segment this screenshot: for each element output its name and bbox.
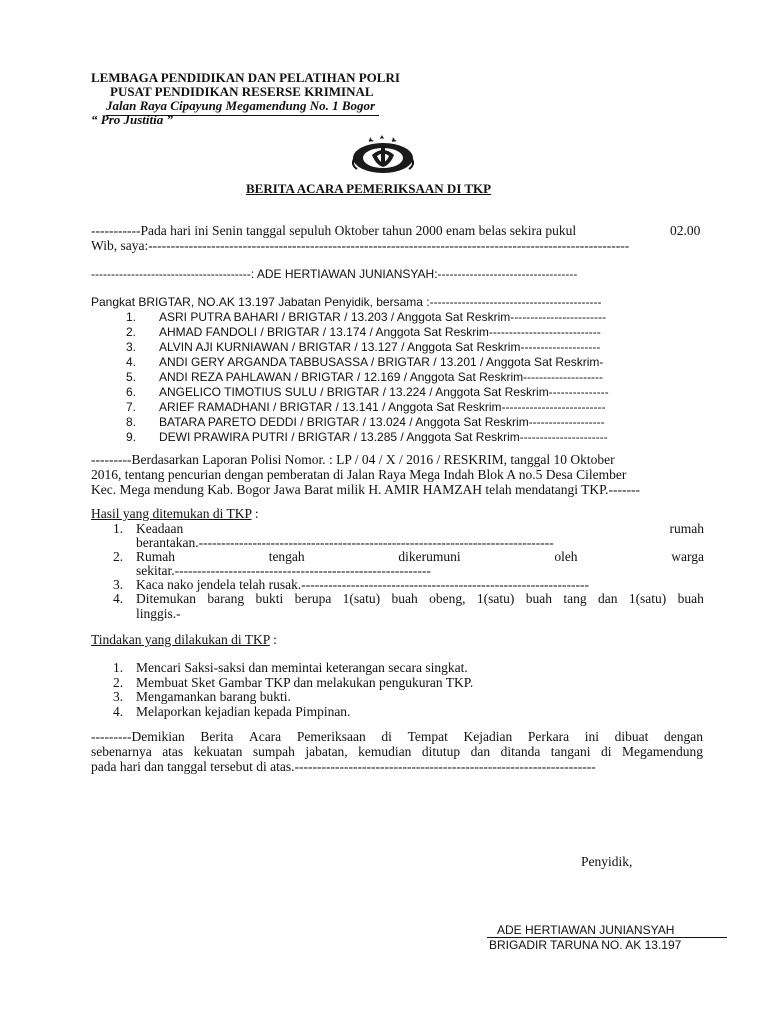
action-item: Membuat Sket Gambar TKP dan melakukan pengukuran TKP. xyxy=(136,675,474,690)
closing-word: kekuatan xyxy=(193,744,243,759)
closing-word: Acara xyxy=(248,729,282,744)
opening-line-1: -----------Pada hari ini Senin tanggal sepuluh Oktober tahun 2000 enam belas sekira pukul xyxy=(91,223,577,238)
report-line-3: Kec. Mega mendung Kab. Bogor Jawa Barat milik H. AMIR HAMZAH telah mendatangi TKP.------- xyxy=(91,482,641,497)
institution-name: LEMBAGA PENDIDIKAN DAN PELATIHAN POLRI xyxy=(91,70,400,85)
finding-word: 1(satu) xyxy=(342,591,381,606)
closing-word: ditutup xyxy=(421,744,461,759)
member-number: 7. xyxy=(126,400,137,414)
rank-line: Pangkat BRIGTAR, NO.AK 13.197 Jabatan Penyidik, bersama :------------------------------------------- xyxy=(91,295,602,309)
member-number: 3. xyxy=(126,340,137,354)
closing-word: dengan xyxy=(663,729,703,744)
closing-word: Berita xyxy=(200,729,234,744)
finding-word: barang xyxy=(207,591,245,606)
finding-word: buah xyxy=(391,591,418,606)
member-entry: ANDI REZA PAHLAWAN / BRIGTAR / 12.169 / Anggota Sat Reskrim-------------------- xyxy=(159,370,604,384)
finding-word: Ditemukan xyxy=(136,591,196,606)
finding-word: buah xyxy=(677,591,704,606)
member-entry: ARIEF RAMADHANI / BRIGTAR / 13.141 / Anggota Sat Reskrim-------------------------- xyxy=(159,400,606,414)
finding-word: berupa xyxy=(294,591,332,606)
action-number: 3. xyxy=(113,689,124,704)
closing-word: tangani xyxy=(550,744,591,759)
motto: “ Pro Justitia ” xyxy=(91,112,173,127)
member-number: 5. xyxy=(126,370,137,384)
finding-number: 2. xyxy=(113,549,124,564)
address-line: Jalan Raya Cipayung Megamendung No. 1 Bogor xyxy=(106,98,379,116)
closing-word: Perkara xyxy=(527,729,570,744)
closing-line-3: pada hari dan tanggal tersebut di atas.------------------------------------------------------------------- xyxy=(91,759,596,774)
action-number: 4. xyxy=(113,704,124,719)
signer-name: ADE HERTIAWAN JUNIANSYAH xyxy=(497,923,675,937)
finding-word: Rumah xyxy=(136,549,175,564)
closing-word: Pemeriksaan xyxy=(296,729,366,744)
signer-role: Penyidik, xyxy=(581,854,633,869)
actions-heading-colon: : xyxy=(273,632,277,647)
member-number: 6. xyxy=(126,385,137,399)
member-entry: ALVIN AJI KURNIAWAN / BRIGTAR / 13.127 / Anggota Sat Reskrim-------------------- xyxy=(159,340,601,354)
closing-line-2 xyxy=(91,744,703,760)
member-number: 9. xyxy=(126,430,137,444)
finding-word: Keadaan xyxy=(136,521,184,536)
report-line-1: ---------Berdasarkan Laporan Polisi Nomor. : LP / 04 / X / 2016 / RESKRIM, tanggal 10 Oktober xyxy=(91,452,615,467)
member-entry: DEWI PRAWIRA PUTRI / BRIGTAR / 13.285 / Anggota Sat Reskrim---------------------- xyxy=(159,430,608,444)
action-item: Mengamankan barang bukti. xyxy=(136,689,291,704)
finding-word: 1(satu) xyxy=(628,591,667,606)
finding-4-cont: linggis.- xyxy=(136,606,181,621)
document-title: BERITA ACARA PEMERIKSAAN DI TKP xyxy=(246,181,492,196)
member-entry: AHMAD FANDOLI / BRIGTAR / 13.174 / Anggota Sat Reskrim---------------------------- xyxy=(159,325,601,339)
member-entry: ANGELICO TIMOTIUS SULU / BRIGTAR / 13.224 / Anggota Sat Reskrim--------------- xyxy=(159,385,609,399)
finding-word: warga xyxy=(671,549,704,564)
closing-line-1 xyxy=(91,729,703,745)
action-item: Mencari Saksi-saksi dan memintai keterangan secara singkat. xyxy=(136,660,468,675)
member-number: 2. xyxy=(126,325,137,339)
finding-word: 1(satu) xyxy=(476,591,515,606)
closing-word: ini xyxy=(584,729,599,744)
closing-word: di xyxy=(381,729,392,744)
finding-2-cont: sekitar.--------------------------------------------------------- xyxy=(136,563,431,578)
findings-heading-colon: : xyxy=(254,506,259,521)
finding-4-line xyxy=(136,591,704,607)
closing-word: kemudian xyxy=(358,744,412,759)
closing-word: dan xyxy=(470,744,491,759)
closing-word: sumpah xyxy=(252,744,295,759)
action-number: 1. xyxy=(113,660,124,675)
closing-word: Kejadian xyxy=(463,729,513,744)
finding-number: 4. xyxy=(113,591,124,606)
opening-time: 02.00 xyxy=(670,223,701,238)
closing-word: atas xyxy=(162,744,184,759)
closing-word: di xyxy=(601,744,612,759)
opening-line-2: Wib, saya:----------------------------------------------------------------------------------------------------------- xyxy=(91,238,630,253)
finding-word: oleh xyxy=(554,549,578,564)
closing-word: jabatan, xyxy=(305,744,348,759)
center-name: PUSAT PENDIDIKAN RESERSE KRIMINAL xyxy=(110,84,374,99)
closing-word: Tempat xyxy=(407,729,448,744)
closing-word: Megamendung xyxy=(622,744,703,759)
member-entry: ASRI PUTRA BAHARI / BRIGTAR / 13.203 / Anggota Sat Reskrim------------------------ xyxy=(159,310,607,324)
finding-3-line: Kaca nako jendela telah rusak.---------------------------------------------------------------- xyxy=(136,577,590,592)
finding-word: tengah xyxy=(268,549,305,564)
action-item: Melaporkan kejadian kepada Pimpinan. xyxy=(136,704,351,719)
finding-word: tang xyxy=(563,591,587,606)
closing-word: dibuat xyxy=(614,729,649,744)
finding-number: 3. xyxy=(113,577,124,592)
finding-word: obeng, xyxy=(429,591,466,606)
findings-heading xyxy=(91,506,259,522)
finding-word: dan xyxy=(597,591,618,606)
report-line-2: 2016, tentang pencurian dengan pemberatan di Jalan Raya Mega Indah Blok A no.5 Desa Cilember xyxy=(91,467,627,482)
finding-word: rumah xyxy=(669,521,704,536)
member-entry: ANDI GERY ARGANDA TABBUSASSA / BRIGTAR / 13.201 / Anggota Sat Reskrim- xyxy=(159,355,604,369)
closing-word: ---------Demikian xyxy=(91,729,185,744)
findings-heading-text: Hasil yang ditemukan di TKP xyxy=(91,506,252,521)
actions-heading-text: Tindakan yang dilakukan di TKP xyxy=(91,632,270,647)
police-emblem-icon xyxy=(348,133,418,175)
investigator-line: ----------------------------------------: ADE HERTIAWAN JUNIANSYAH:----------------------------------- xyxy=(91,267,578,281)
member-number: 8. xyxy=(126,415,137,429)
action-number: 2. xyxy=(113,675,124,690)
finding-word: dikerumuni xyxy=(398,549,461,564)
finding-number: 1. xyxy=(113,521,124,536)
signer-rank: BRIGADIR TARUNA NO. AK 13.197 xyxy=(489,938,682,952)
finding-1-cont: berantakan.------------------------------------------------------------------------------- xyxy=(136,535,554,550)
member-number: 4. xyxy=(126,355,137,369)
actions-heading xyxy=(91,632,277,648)
member-number: 1. xyxy=(126,310,137,324)
finding-word: bukti xyxy=(255,591,284,606)
closing-word: sebenarnya xyxy=(91,744,152,759)
closing-word: ditanda xyxy=(500,744,541,759)
finding-word: buah xyxy=(525,591,552,606)
member-entry: BATARA PARETO DEDDI / BRIGTAR / 13.024 / Anggota Sat Reskrim------------------- xyxy=(159,415,605,429)
